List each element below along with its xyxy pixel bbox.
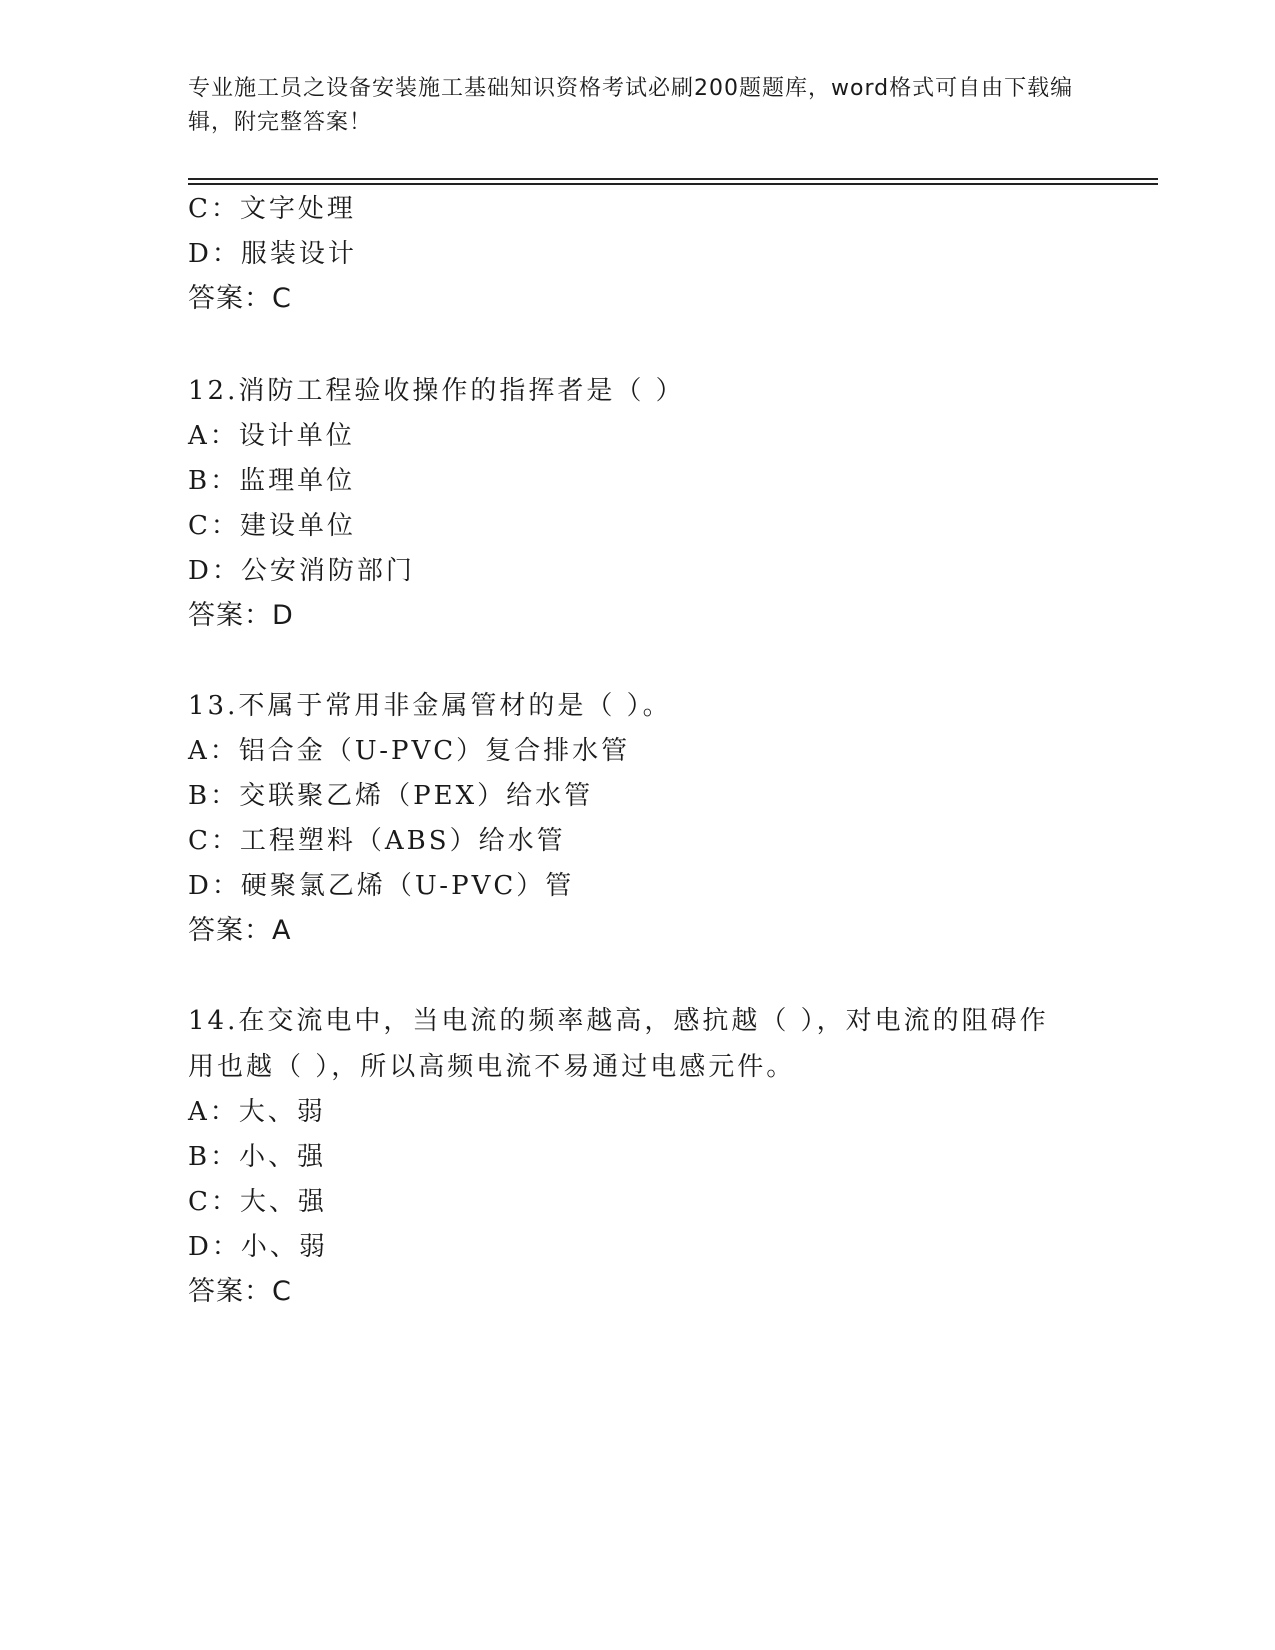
q12-stem: 12.消防工程验收操作的指挥者是（ ） xyxy=(188,376,685,406)
q14-option-a: A：大、弱 xyxy=(188,1097,326,1127)
q13-option-b: B：交联聚乙烯（PEX）给水管 xyxy=(188,781,594,811)
q12-option-a: A：设计单位 xyxy=(188,421,355,451)
prev-option-c: C：文字处理 xyxy=(188,194,356,224)
document-header: 专业施工员之设备安装施工基础知识资格考试必刷200题题库，word格式可自由下载编辑，附完整答案！ xyxy=(188,76,1074,135)
q13-answer: 答案：A xyxy=(188,915,292,946)
prev-answer: 答案：C xyxy=(188,283,292,314)
q12-answer: 答案：D xyxy=(188,600,294,631)
q13-option-c: C：工程塑料（ABS）给水管 xyxy=(188,826,566,856)
q14-stem: 14.在交流电中，当电流的频率越高，感抗越（ ），对电流的阻碍作用也越（ ），所以高频电流不易通过电感元件。 xyxy=(188,1006,1049,1082)
q13-option-a: A：铝合金（U-PVC）复合排水管 xyxy=(188,736,631,766)
header-divider-top xyxy=(188,178,1158,180)
q14-answer: 答案：C xyxy=(188,1276,292,1307)
q14-option-c: C：大、强 xyxy=(188,1187,327,1217)
q12-option-b: B：监理单位 xyxy=(188,466,356,496)
q12-option-c: C：建设单位 xyxy=(188,511,356,541)
q14-option-d: D：小、弱 xyxy=(188,1232,328,1262)
q12-option-d: D：公安消防部门 xyxy=(188,556,415,586)
q13-stem: 13.不属于常用非金属管材的是（ ）。 xyxy=(188,691,672,721)
q14-option-b: B：小、强 xyxy=(188,1142,327,1172)
prev-option-d: D：服装设计 xyxy=(188,239,357,269)
q13-option-d: D：硬聚氯乙烯（U-PVC）管 xyxy=(188,871,575,901)
header-divider-bottom xyxy=(188,183,1158,185)
